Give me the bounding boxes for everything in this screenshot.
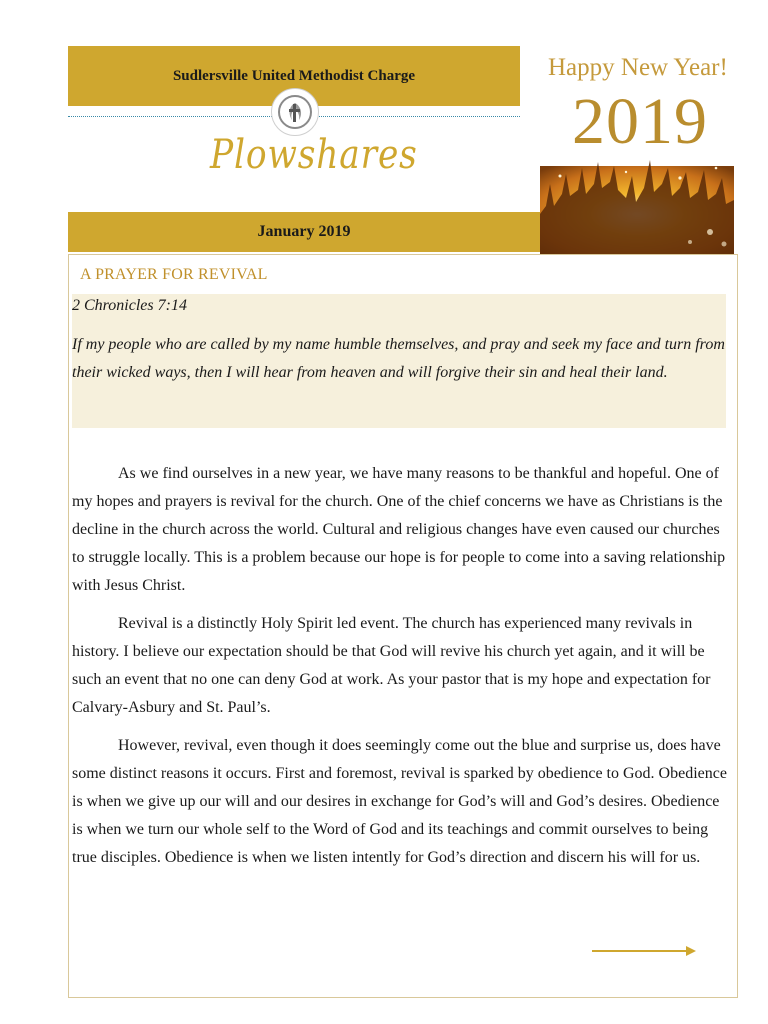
new-year-year: 2019 bbox=[572, 85, 708, 158]
logo-badge bbox=[271, 88, 319, 136]
cross-and-flame-icon bbox=[278, 95, 312, 129]
new-year-graphic bbox=[540, 46, 734, 254]
arrow-right-icon[interactable] bbox=[592, 944, 698, 958]
new-year-greeting: Happy New Year! bbox=[548, 54, 728, 81]
newsletter-title: Plowshares bbox=[210, 132, 418, 178]
article-paragraph: However, revival, even though it does seemingly come out the blue and surprise us, does have some distinct reasons it occurs. First and foremost, revival is sparked by obedience to God. Obedience is when we give up our will and our desires in exchange for God’s will and God’s desires. Obedience is when we turn our whole self to the Word of God and its teachings and commit ourselves to being true disciples. Obedience is when we listen intently for God’s direction and discern his will for us. bbox=[72, 737, 727, 866]
scripture-reference: 2 Chronicles 7:14 bbox=[72, 297, 187, 314]
church-name: Sudlersville United Methodist Charge bbox=[172, 67, 416, 84]
celebration-crowd-image bbox=[540, 154, 734, 254]
issue-date: January 2019 bbox=[257, 223, 351, 240]
article-paragraph: As we find ourselves in a new year, we have many reasons to be thankful and hopeful. One of my hopes and prayers is revival for the church. One of the chief concerns we have as Christians is the decline in the church across the world. Cultural and religious changes have even caused our churches to struggle locally. This is a problem because our hope is for people to come into a saving relationship with Jesus Christ. bbox=[72, 465, 726, 594]
issue-date-banner bbox=[68, 212, 540, 252]
scripture-text: If my people who are called by my name humble themselves, and pray and seek my face and turn from their wicked ways, then I will hear from heaven and will forgive their sin and heal their land. bbox=[72, 336, 725, 381]
article-paragraph: Revival is a distinctly Holy Spirit led event. The church has experienced many revivals in history. I believe our expectation should be that God will revive his church yet again, and it will be such an event that no one can deny God at work. As your pastor that is my hope and expectation for Calvary-Asbury and St. Paul’s. bbox=[72, 615, 711, 716]
article-heading: A PRAYER FOR REVIVAL bbox=[80, 266, 268, 283]
article-body bbox=[72, 460, 732, 882]
